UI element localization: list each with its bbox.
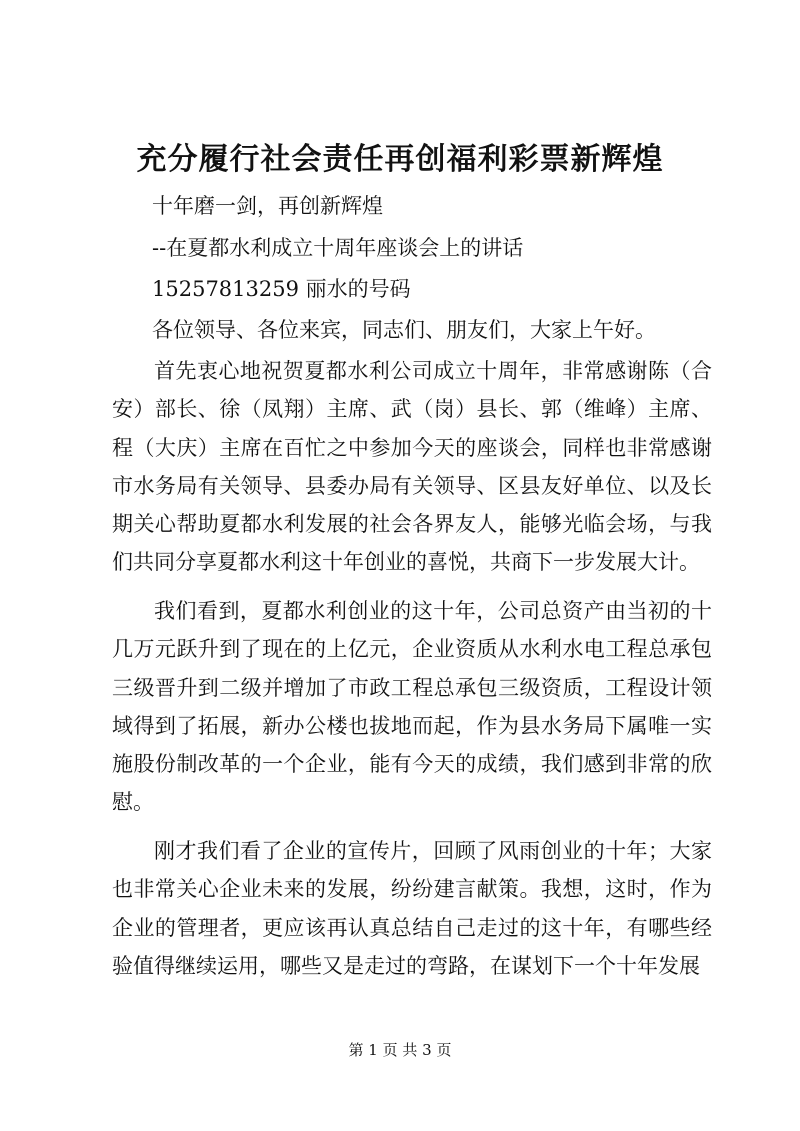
paragraph-reflection: 刚才我们看了企业的宣传片，回顾了风雨创业的十年；大家也非常关心企业未来的发展，纷纷建言献策。我想，这时，作为企业的管理者，更应该再认真总结自己走过的这十年，有哪些经验值得继续运用，哪些又是走过的弯路，在谋划下一个十年发展 [112,839,712,978]
paragraph-congratulations: 首先衷心地祝贺夏都水利公司成立十周年，非常感谢陈（合安）部长、徐（凤翔）主席、武（岗）县长、郭（维峰）主席、程（大庆）主席在百忙之中参加今天的座谈会，同样也非常感谢市水务局有关领导、县委办局有关领导、区县友好单位、以及长期关心帮助夏都水利发展的社会各界友人，能够光临会场，与我们共同分享夏都水利这十年创业的喜悦，共商下一步发展大计。 [112,359,712,575]
paragraph-achievements: 我们看到，夏都水利创业的这十年，公司总资产由当初的十几万元跃升到了现在的上亿元，企业资质从水利水电工程总承包三级晋升到二级并增加了市政工程总承包三级资质，工程设计领域得到了拓展，新办公楼也拔地而起，作为县水务局下属唯一实施股份制改革的一个企业，能有今天的成绩，我们感到非常的欣慰。 [112,599,712,815]
subtitle: 十年磨一剑，再创新辉煌 [152,194,383,218]
greeting: 各位领导、各位来宾，同志们、朋友们，大家上午好。 [152,318,656,342]
speech-occasion: --在夏都水利成立十周年座谈会上的讲话 [152,236,524,260]
page-footer: 第 1 页 共 3 页 [348,1041,452,1059]
contact-line: 15257813259 丽水的号码 [152,277,411,301]
document-title: 充分履行社会责任再创福利彩票新辉煌 [136,142,664,177]
